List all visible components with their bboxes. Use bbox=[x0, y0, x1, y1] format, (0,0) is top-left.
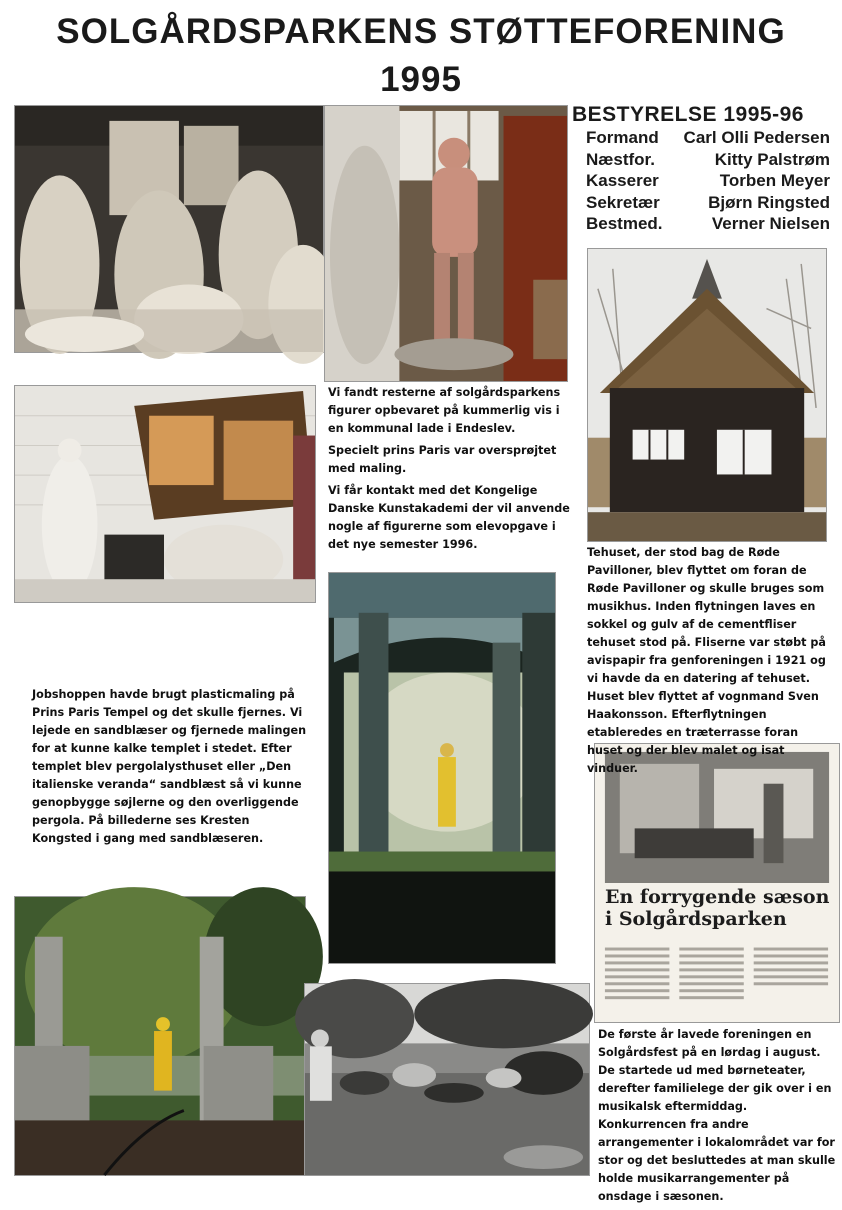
caption-teahouse bbox=[587, 544, 835, 782]
board-role: Næstfor. bbox=[586, 149, 655, 169]
board-name: Verner Nielsen bbox=[711, 214, 830, 233]
caption-figures-p2: Specielt prins Paris var oversprøjtet med maling. bbox=[328, 444, 557, 475]
photo-pergola-columns bbox=[14, 896, 306, 1176]
board-title: BESTYRELSE 1995-96 bbox=[572, 103, 804, 126]
clipping-headline-2: i Solgårdsparken bbox=[605, 908, 787, 930]
board-member-row bbox=[572, 213, 834, 235]
caption-figures-p3: Vi får kontakt med det Kongelige Danske Kunstakademi der vil anvende nogle af figurerne som elevopgave i det nye semester 1996. bbox=[328, 484, 570, 551]
board-role: Formand bbox=[586, 128, 659, 147]
photo-painted-statue bbox=[324, 105, 568, 382]
board-name: Bjørn Ringsted bbox=[708, 192, 830, 212]
board-role: Sekretær bbox=[586, 192, 660, 212]
caption-figures bbox=[328, 384, 572, 558]
page-title: SOLGÅRDSPARKENS STØTTEFORENING bbox=[56, 12, 786, 51]
photo-newspaper-clipping bbox=[594, 743, 840, 1023]
board-member-row bbox=[572, 149, 834, 171]
board-name: Torben Meyer bbox=[719, 171, 830, 190]
caption-festival bbox=[598, 1026, 836, 1210]
board-member-row bbox=[572, 170, 834, 192]
caption-sandblasting-text: Jobshoppen havde brugt plasticmaling på Prins Paris Tempel og det skulle fjernes. Vi lejede en sandblæser og fjernede malingen for at kunne kalke templet i stedet. Efter templet blev pergolalysthuset eller „Den italienske veranda“ sandblæst så vi kunne genopbygge søjlerne og den overliggende pergola. På billederne ses Kresten Kongsted i gang med sandblæseren. bbox=[32, 688, 307, 845]
caption-sandblasting bbox=[32, 686, 308, 852]
photo-statues-in-barn bbox=[14, 385, 316, 603]
photo-festival-crowd bbox=[304, 983, 590, 1176]
board-role: Bestmed. bbox=[586, 214, 663, 233]
board-name: Carl Olli Pedersen bbox=[683, 128, 830, 147]
board-member-row bbox=[572, 192, 834, 214]
photo-teahouse bbox=[587, 248, 827, 542]
board-member-row bbox=[572, 127, 834, 149]
caption-teahouse-text: Tehuset, der stod bag de Røde Pavilloner, blev flyttet om foran de Røde Pavilloner og skulle bruges som musikhus. Inden flytningen laves en sokkel og gulv af de cementfliser tehuset stod på. Fliserne var støbt på avispapir fra genforeningen i 1921 og vi havde da en datering af tehuset. Huset blev flyttet af vognmand Sven Haakonsson. Efterflytningen etableredes en træterrasse foran huset og der blev malet og isat vinduer. bbox=[587, 546, 826, 775]
caption-figures-p1: Vi fandt resterne af solgårdsparkens figurer opbevaret på kummerlig vis i en kommunal lade i Endeslev. bbox=[328, 386, 561, 435]
clipping-headline-1: En forrygende sæson bbox=[605, 886, 830, 908]
board-role: Kasserer bbox=[586, 171, 659, 190]
board-name: Kitty Palstrøm bbox=[714, 149, 830, 169]
photo-eagle-statues bbox=[14, 105, 324, 353]
photo-temple-sandblasting bbox=[328, 572, 556, 964]
page-year: 1995 bbox=[380, 60, 462, 99]
board-list bbox=[572, 103, 834, 235]
caption-festival-text: De første år lavede foreningen en Solgårdsfest på en lørdag i august. De startede ud med børneteater, derefter familielege der gik over i en musikalsk eftermiddag. Konkurrencen fra andre arrangementer i lokalområdet var for stor og det besluttedes at man skulle holde musikarrangementer på onsdage i sæsonen. bbox=[598, 1028, 836, 1203]
